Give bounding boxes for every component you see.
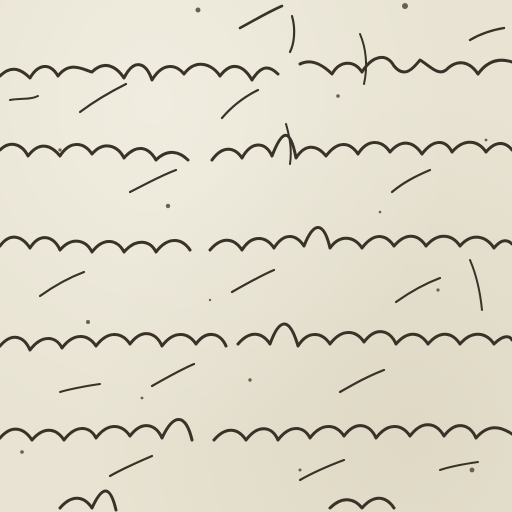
handwriting-line bbox=[0, 419, 512, 480]
ink-speck bbox=[379, 211, 382, 214]
ink-speck bbox=[58, 148, 61, 151]
ink-speck bbox=[299, 469, 302, 472]
ink-speck bbox=[485, 139, 488, 142]
ink-speck bbox=[20, 450, 24, 454]
ink-speck bbox=[470, 468, 475, 473]
ink-speck bbox=[248, 378, 251, 381]
handwriting-line bbox=[240, 6, 504, 52]
ink-speck bbox=[402, 3, 408, 9]
handwriting-line bbox=[0, 124, 512, 192]
ink-speck bbox=[166, 204, 170, 208]
ink-speck bbox=[436, 288, 439, 291]
handwriting-line bbox=[60, 491, 394, 510]
ink-speck bbox=[209, 299, 211, 301]
ink-speck bbox=[141, 397, 144, 400]
handwriting-line bbox=[0, 227, 512, 310]
handwriting-line bbox=[0, 34, 512, 118]
ink-speck bbox=[196, 8, 201, 13]
handwriting-line bbox=[0, 324, 512, 392]
ink-speck bbox=[336, 94, 340, 98]
ink-speck bbox=[86, 320, 90, 324]
